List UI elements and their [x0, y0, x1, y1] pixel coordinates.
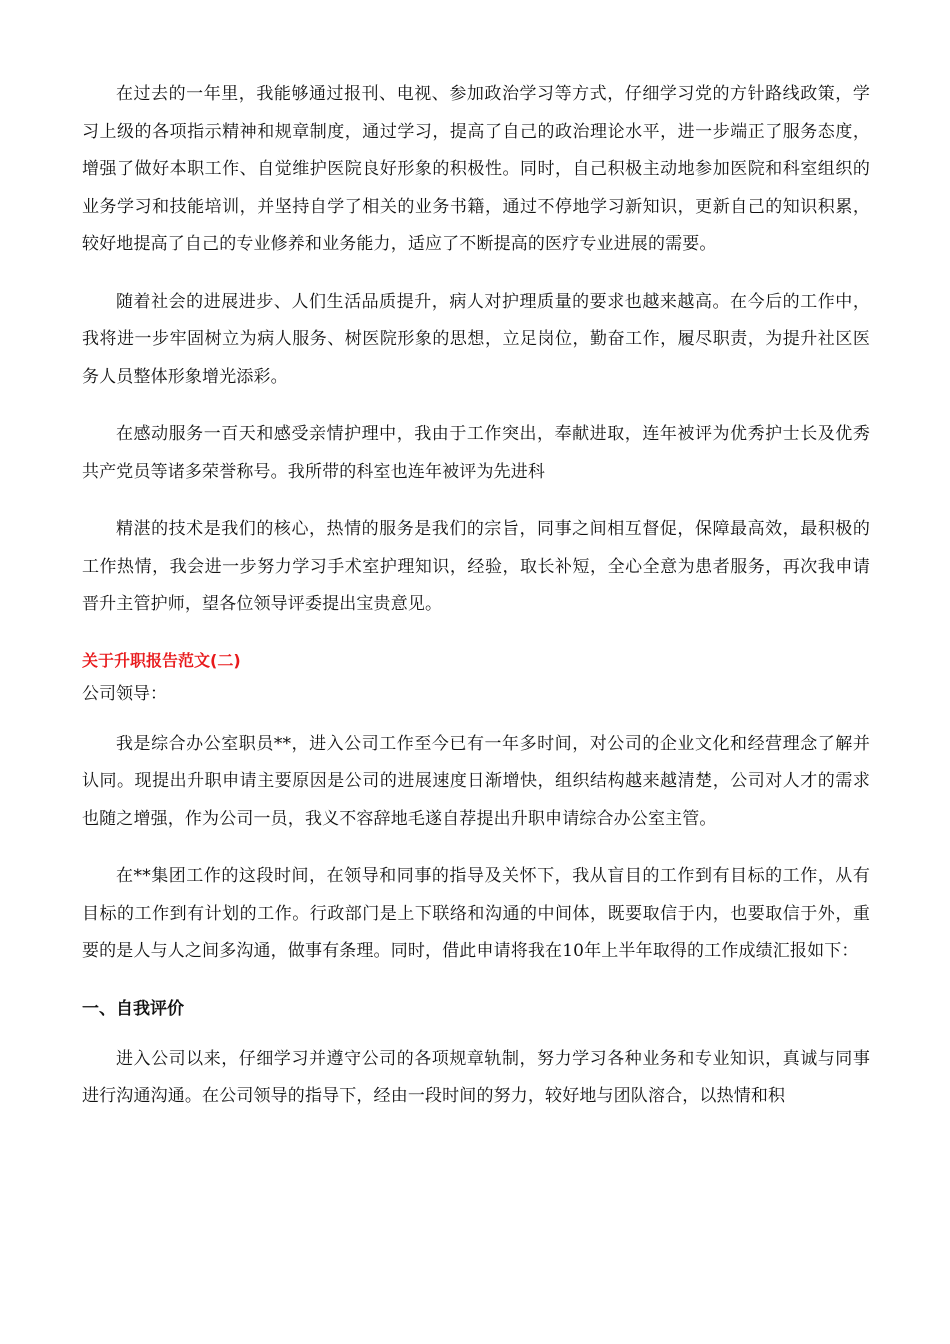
paragraph-study-politics: 在过去的一年里，我能够通过报刊、电视、参加政治学习等方式，仔细学习党的方针路线政策，学习上级的各项指示精神和规章制度，通过学习，提高了自己的政治理论水平，进一步端正了服务态度，增强了做好本职工作、自觉维护医院良好形象的积极性。同时，自己积极主动地参加医院和科室组织的业务学习和技能培训，并坚持自学了相关的业务书籍，通过不停地学习新知识，更新自己的知识积累，较好地提高了自己的专业修养和业务能力，适应了不断提高的医疗专业进展的需要。: [82, 84, 870, 254]
paragraph-promotion-request: 精湛的技术是我们的核心，热情的服务是我们的宗旨，同事之间相互督促，保障最高效，最积极的工作热情，我会进一步努力学习手术室护理知识，经验，取长补短，全心全意为患者服务，再次我申请晋升主管护师，望各位领导评委提出宝贵意见。: [82, 519, 870, 614]
paragraph-nursing-quality: 随着社会的进展进步、人们生活品质提升，病人对护理质量的要求也越来越高。在今后的工作中，我将进一步牢固树立为病人服务、树医院形象的思想，立足岗位，勤奋工作，履尽职责，为提升社区医务人员整体形象增光添彩。: [82, 291, 870, 387]
paragraph-work-experience: 在**集团工作的这段时间，在领导和同事的指导及关怀下，我从盲目的工作到有目标的工作，从有目标的工作到有计划的工作。行政部门是上下联络和沟通的中间体，既要取信于内，也要取信于外，重要的是人与人之间多沟通，做事有条理。同时，借此申请将我在10年上半年取得的工作成绩汇报如下：: [82, 866, 870, 961]
salutation: 公司领导：: [82, 683, 167, 704]
subheading-self-evaluation: 一、自我评价: [82, 998, 184, 1019]
paragraph-honors: 在感动服务一百天和感受亲情护理中，我由于工作突出，奉献进取，连年被评为优秀护士长及优秀共产党员等诸多荣誉称号。我所带的科室也连年被评为先进科: [82, 424, 870, 482]
paragraph-self-evaluation: 进入公司以来，仔细学习并遵守公司的各项规章轨制，努力学习各种业务和专业知识，真诚与同事进行沟通沟通。在公司领导的指导下，经由一段时间的努力，较好地与团队溶合，以热情和积: [82, 1048, 870, 1106]
section-title-report-2: 关于升职报告范文(二): [82, 650, 241, 670]
document-page: [82, 76, 870, 1116]
paragraph-self-introduction: 我是综合办公室职员**，进入公司工作至今已有一年多时间，对公司的企业文化和经营理念了解并认同。现提出升职申请主要原因是公司的进展速度日渐增快，组织结构越来越清楚，公司对人才的需求也随之增强，作为公司一员，我义不容辞地毛遂自荐提出升职申请综合办公室主管。: [82, 733, 870, 829]
